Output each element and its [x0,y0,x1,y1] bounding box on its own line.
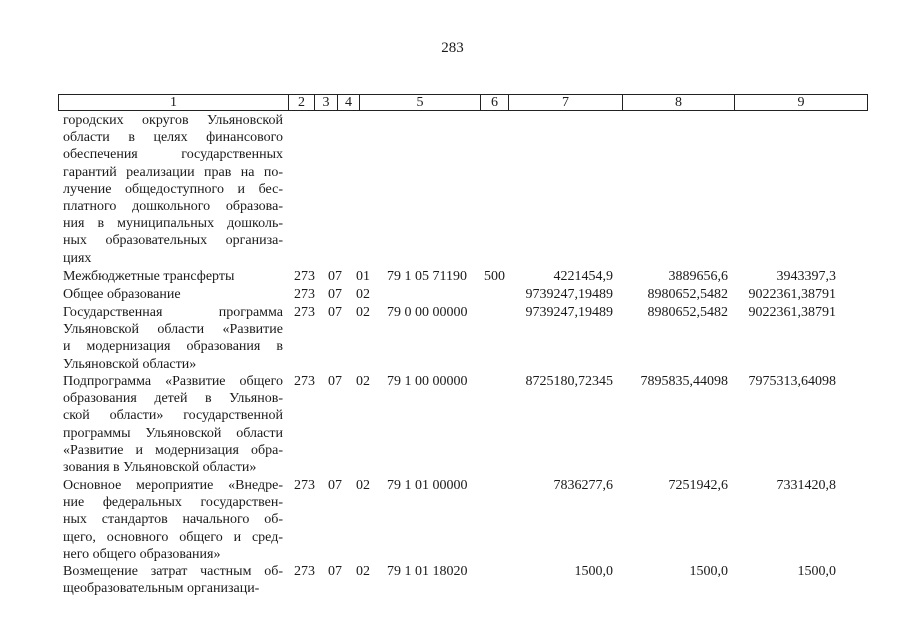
cell-col-8: 7251942,6 [668,478,728,493]
row-description-line: него общего образования» [63,546,221,562]
row-description-line: «Развитие и модернизация обра- [63,442,283,458]
cell-col-3: 07 [328,478,342,493]
cell-col-9: 9022361,38791 [748,287,836,302]
cell-col-4: 01 [356,269,370,284]
header-col-6: 6 [481,95,509,110]
row-description-line: ния в муниципальных дошколь- [63,216,283,232]
cell-col-4: 02 [356,478,370,493]
cell-col-5: 79 1 01 00000 [387,478,468,493]
row-description-line: программы Ульяновской области [63,425,283,441]
row-description-line: Государственная программа [63,305,283,320]
cell-col-7: 4221454,9 [553,269,613,284]
header-col-7: 7 [509,95,623,110]
row-description-line: зования в Ульяновской области» [63,459,257,475]
cell-col-4: 02 [356,305,370,320]
cell-col-7: 1500,0 [574,564,613,579]
row-description-line: обеспечения государственных [63,147,283,163]
row-description [63,373,283,476]
cell-col-9: 7331420,8 [776,478,836,493]
cell-col-9: 7975313,64098 [748,374,836,389]
table-header-row [58,94,868,111]
cell-col-8: 7895835,44098 [640,374,728,389]
row-description-line: Общее образование [63,287,181,302]
row-description [63,477,283,563]
cell-col-3: 07 [328,564,342,579]
row-description [63,304,283,373]
row-description-line: лучение общедоступного и бес- [63,181,283,197]
cell-col-4: 02 [356,564,370,579]
cell-col-7: 7836277,6 [553,478,613,493]
cell-col-3: 07 [328,305,342,320]
cell-col-8: 8980652,5482 [647,287,728,302]
cell-col-3: 07 [328,287,342,302]
cell-col-8: 1500,0 [689,564,728,579]
cell-col-7: 8725180,72345 [525,374,613,389]
cell-col-6: 500 [484,269,505,284]
row-description-line: Возмещение затрат частным об- [63,564,283,579]
cell-col-5: 79 1 05 71190 [387,269,467,284]
cell-col-3: 07 [328,374,342,389]
cell-col-4: 02 [356,287,370,302]
cell-col-3: 07 [328,269,342,284]
row-description-line: ской области» государственной [63,408,283,424]
row-description-line: ние федеральных государствен- [63,495,283,511]
cell-col-5: 79 0 00 00000 [387,305,468,320]
row-description-line: Основное мероприятие «Внедре- [63,478,283,493]
row-description-line: щеобразовательным организаци- [63,581,260,597]
cell-col-7: 9739247,19489 [525,305,613,320]
cell-col-7: 9739247,19489 [525,287,613,302]
row-description-line: циях [63,250,92,266]
row-description-line: Подпрограмма «Развитие общего [63,374,283,389]
header-col-8: 8 [623,95,735,110]
row-description [63,563,283,597]
row-description [63,268,283,285]
cell-col-2: 273 [294,478,315,493]
row-description [63,112,283,267]
row-description-line: ных стандартов начального об- [63,512,283,528]
header-col-4: 4 [338,95,360,110]
row-description-line: и модернизация образования в [63,339,283,355]
row-description-line: области в целях финансового [63,130,283,146]
cell-col-4: 02 [356,374,370,389]
cell-col-2: 273 [294,305,315,320]
row-description-line: щего, основного общего и сред- [63,529,283,545]
header-col-3: 3 [315,95,338,110]
row-description-line: гарантий реализации прав на по- [63,164,283,180]
row-description-line: городских округов Ульяновской [63,113,283,128]
cell-col-9: 3943397,3 [776,269,836,284]
cell-col-8: 3889656,6 [668,269,728,284]
cell-col-2: 273 [294,287,315,302]
row-description-line: ных образовательных организа- [63,233,283,249]
header-col-9: 9 [797,95,805,110]
page-number: 283 [441,40,464,56]
row-description-line: образования детей в Ульянов- [63,391,283,407]
header-col-1: 1 [59,95,289,110]
row-description-line: Ульяновской области «Развитие [63,322,283,338]
row-description-line: платного дошкольного образова- [63,198,283,214]
row-description-line: Межбюджетные трансферты [63,269,235,284]
row-description [63,286,283,303]
cell-col-2: 273 [294,374,315,389]
cell-col-5: 79 1 01 18020 [387,564,468,579]
cell-col-9: 1500,0 [797,564,836,579]
header-col-2: 2 [289,95,315,110]
cell-col-2: 273 [294,564,315,579]
cell-col-8: 8980652,5482 [647,305,728,320]
cell-col-9: 9022361,38791 [748,305,836,320]
header-col-5: 5 [360,95,481,110]
cell-col-5: 79 1 00 00000 [387,374,468,389]
row-description-line: Ульяновской области» [63,356,197,372]
cell-col-2: 273 [294,269,315,284]
